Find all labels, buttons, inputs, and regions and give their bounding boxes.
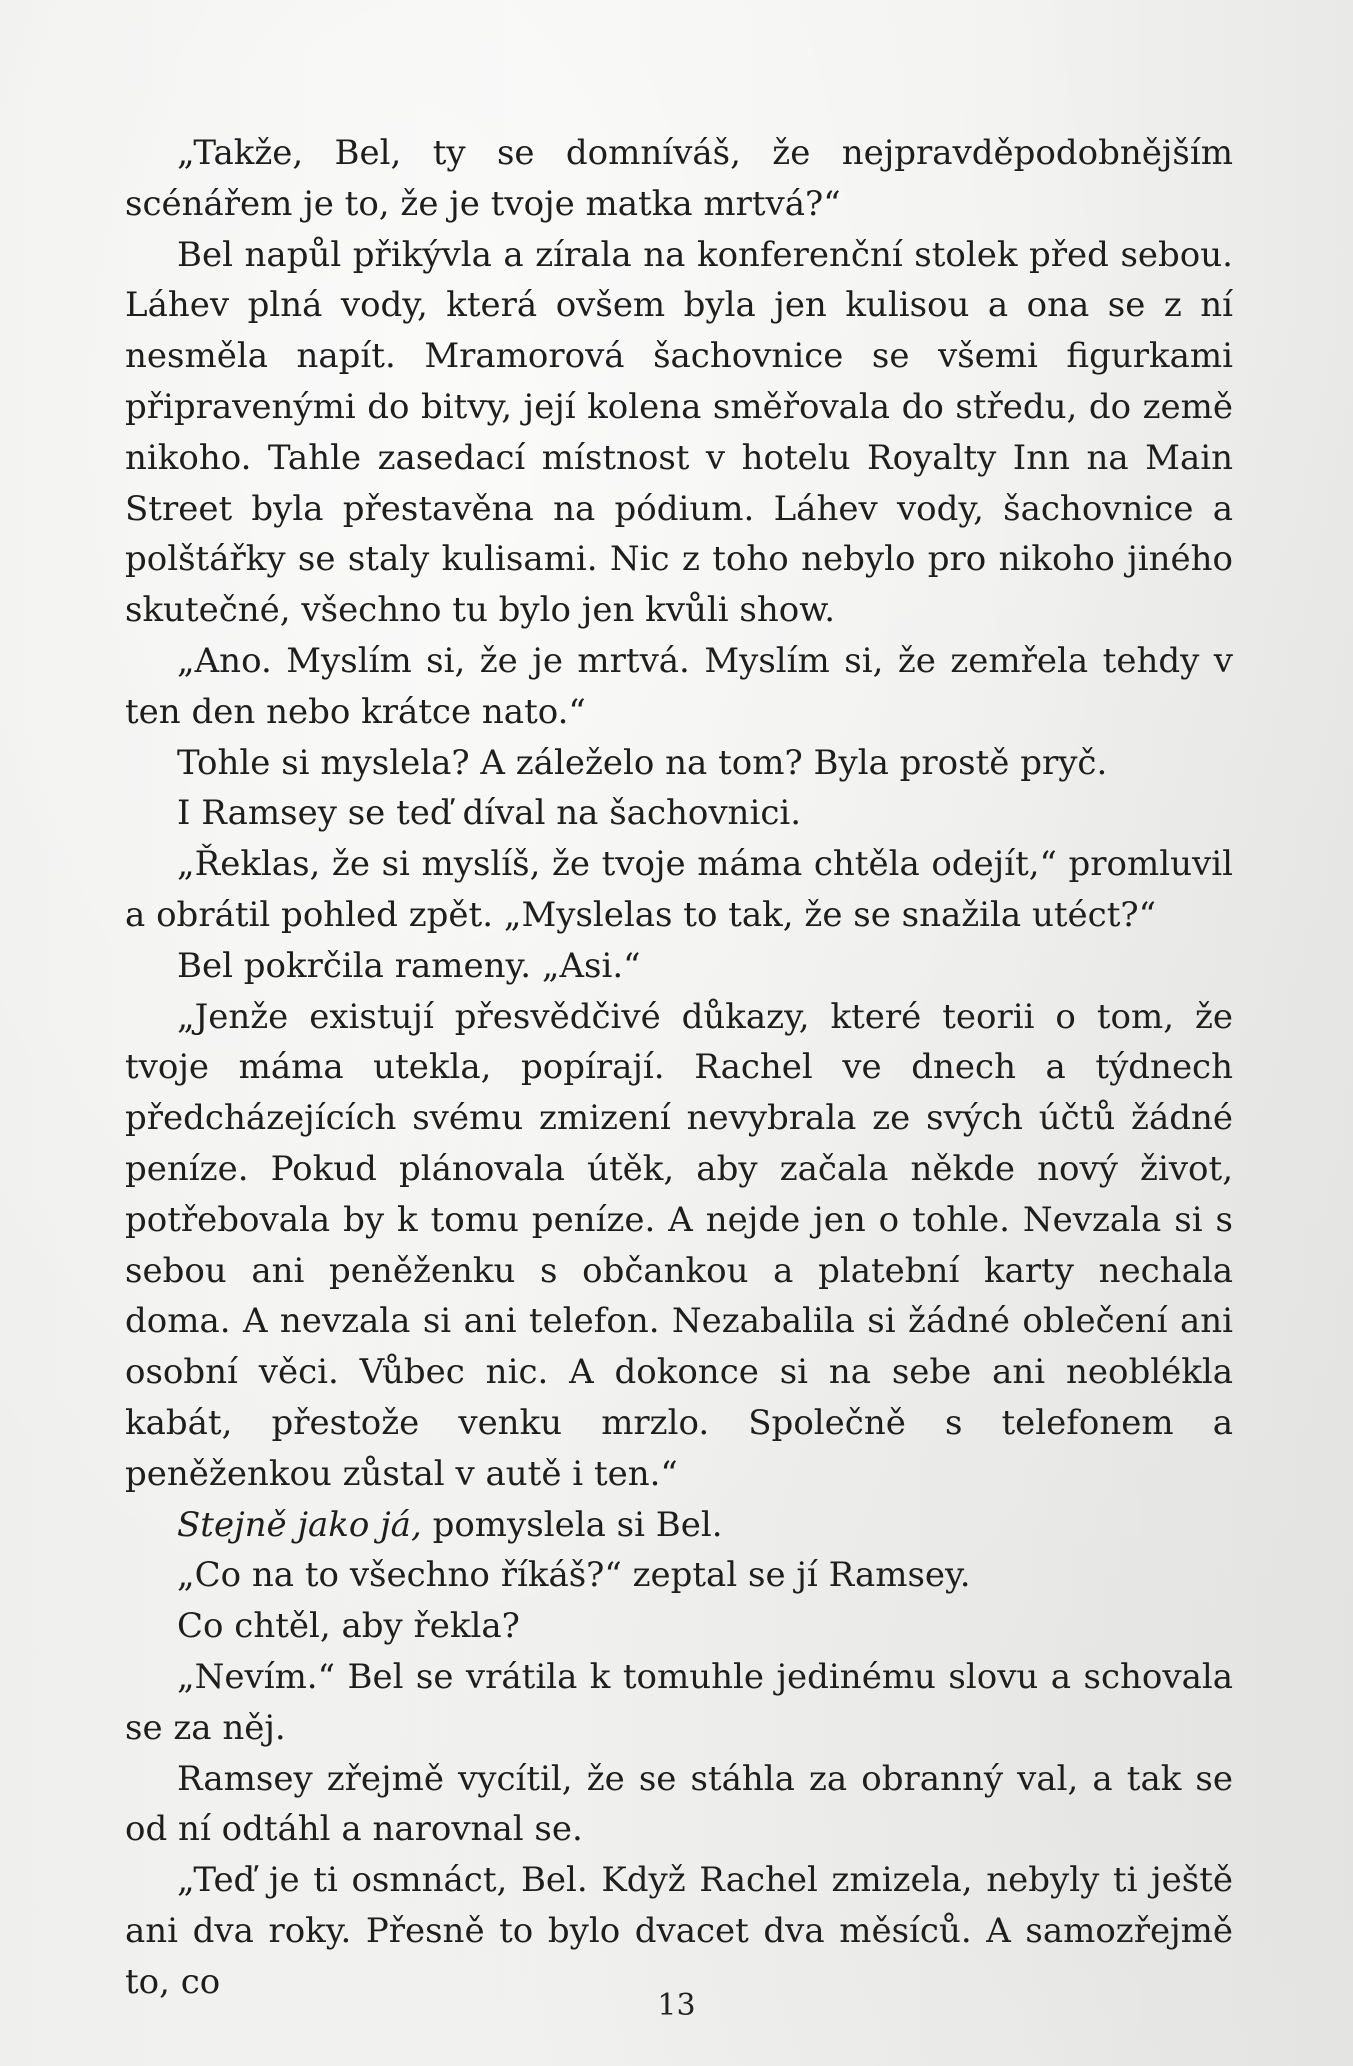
paragraph: Bel napůl přikývla a zírala na konferenční stolek před sebou. Láhev plná vody, která ovšem byla jen kulisou a ona se z ní nesměla napít. Mramorová šachovnice se všemi figurkami připravenými do bitvy, její kolena směřovala do středu, do země nikoho. Tahle zasedací místnost v hotelu Royalty Inn na Main Street byla přestavěna na pódium. Láhev vody, šachovnice a polštářky se staly kulisami. Nic z toho nebylo pro nikoho jiného skutečné, všechno tu bylo jen kvůli show. bbox=[125, 234, 1233, 631]
paragraph: Ramsey zřejmě vycítil, že se stáhla za obranný val, a tak se od ní odtáhl a narovnal se. bbox=[125, 1758, 1233, 1850]
paragraph: „Takže, Bel, ty se domníváš, že nejpravděpodobnějším scénářem je to, že je tvoje matka mrtvá?“ bbox=[125, 133, 1233, 224]
paragraph: Tohle si myslela? A záleželo na tom? Byla prostě pryč. bbox=[177, 742, 1108, 783]
paragraph-with-italic bbox=[125, 1500, 1233, 1551]
paragraph: „Ano. Myslím si, že je mrtvá. Myslím si, že zemřela tehdy v ten den nebo krátce nato.“ bbox=[125, 640, 1233, 732]
paragraph-rest: pomyslela si Bel. bbox=[421, 1504, 723, 1545]
paragraph: „Nevím.“ Bel se vrátila k tomuhle jedinému slovu a schovala se za něj. bbox=[125, 1656, 1233, 1748]
paragraph: „Co na to všechno říkáš?“ zeptal se jí Ramsey. bbox=[177, 1555, 971, 1596]
paragraph: „Řeklas, že si myslíš, že tvoje máma chtěla odejít,“ promluvil a obrátil pohled zpět. „Myslelas to tak, že se snažila utéct?“ bbox=[125, 844, 1233, 935]
paragraph: Co chtěl, aby řekla? bbox=[177, 1606, 520, 1647]
paragraph: „Jenže existují přesvědčivé důkazy, které teorii o tom, že tvoje máma utekla, popírají. Rachel ve dnech a týdnech předcházejících svému zmizení nevybrala ze svých účtů žádné peníze. Pokud plánovala útěk, aby začala někde nový život, potřebovala by k tomu peníze. A nejde jen o tohle. Nevzala si s sebou ani peněženku s občankou a platební karty nechala doma. A nevzala si ani telefon. Nezabalila si žádné oblečení ani osobní věci. Vůbec nic. A dokonce si na sebe ani neoblékla kabát, přestože venku mrzlo. Společně s telefonem a peněženkou zůstal v autě i ten.“ bbox=[125, 996, 1233, 1494]
paragraph: Bel pokrčila rameny. „Asi.“ bbox=[177, 945, 641, 986]
page-number: 13 bbox=[657, 1988, 696, 2023]
italic-thought: Stejně jako já, bbox=[177, 1504, 422, 1545]
paragraph: I Ramsey se teď díval na šachovnici. bbox=[177, 793, 802, 834]
body-text bbox=[125, 128, 1233, 2007]
paragraph: „Teď je ti osmnáct, Bel. Když Rachel zmizela, nebyly ti ještě ani dva roky. Přesně to bylo dvacet dva měsíců. A samozřejmě to, co bbox=[125, 1860, 1233, 2002]
